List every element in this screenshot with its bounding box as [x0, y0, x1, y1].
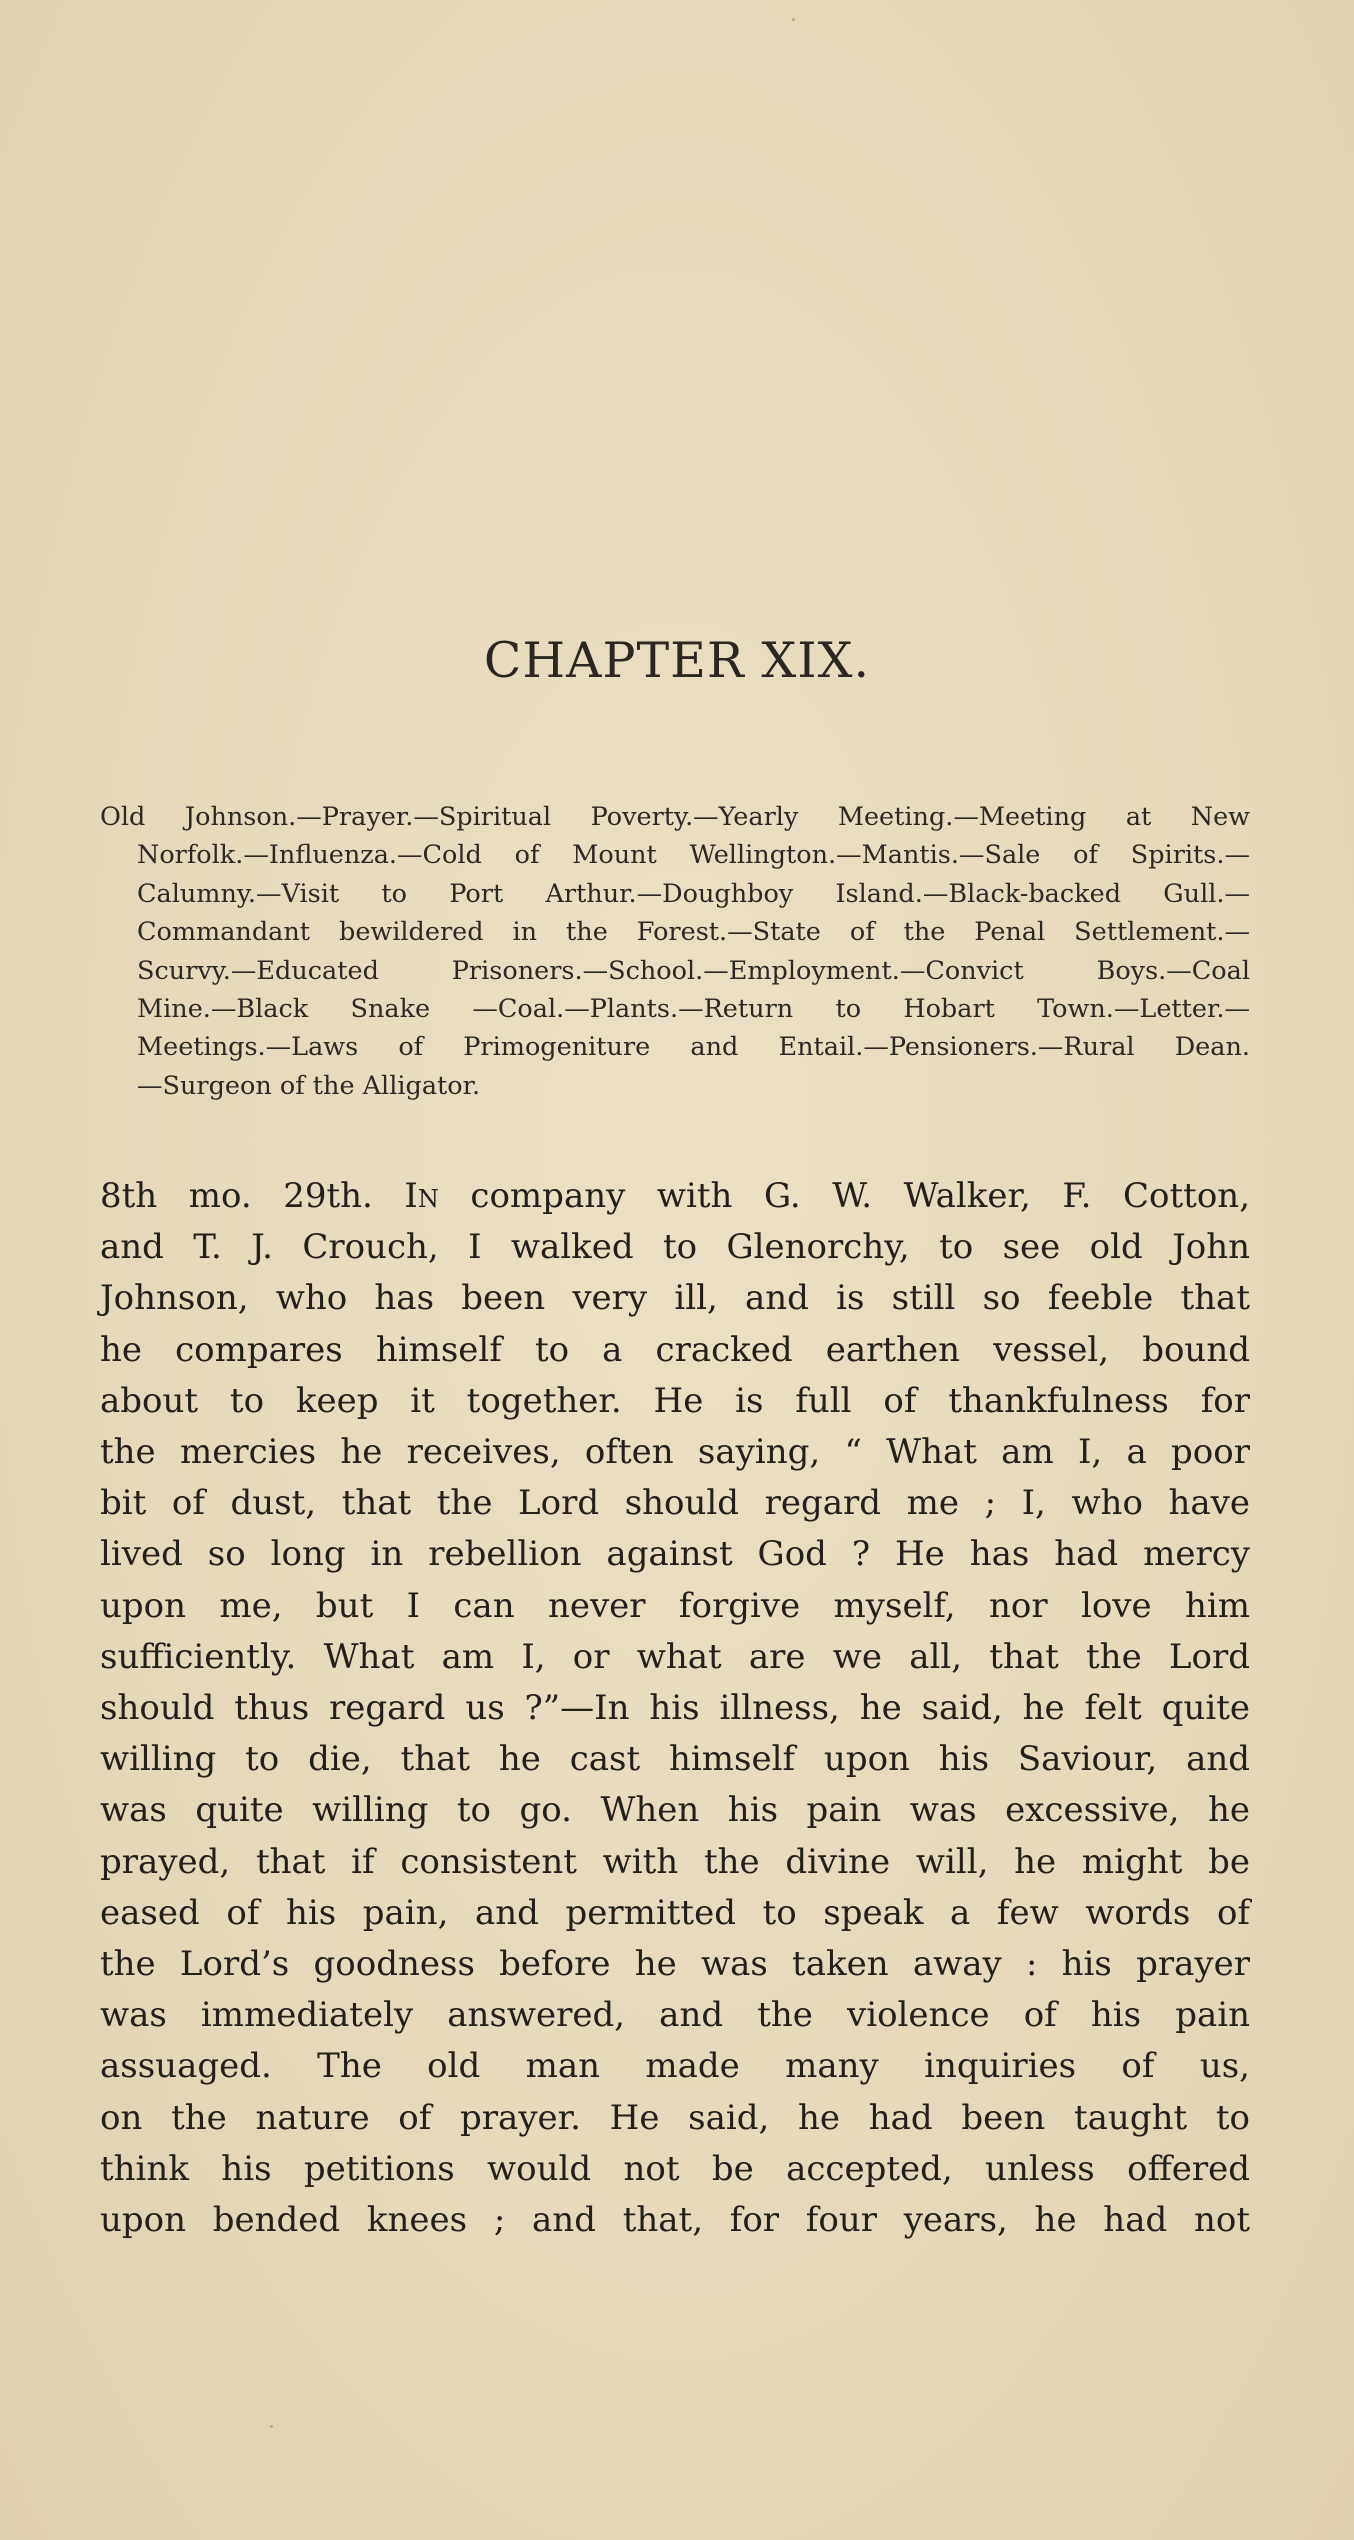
synopsis-line: Scurvy.—Educated Prisoners.—School.—Employment.—Convict Boys.—Coal — [137, 955, 1250, 986]
body-line: was quite willing to go. When his pain was excessive, he — [100, 1790, 1250, 1831]
synopsis-line: Norfolk.—Influenza.—Cold of Mount Wellington.—Mantis.—Sale of Spirits.— — [137, 840, 1250, 871]
chapter-title: CHAPTER XIX. — [483, 632, 871, 689]
body-line: and T. J. Crouch, I walked to Glenorchy, to see old John — [100, 1227, 1250, 1268]
body-first-line — [100, 1171, 1250, 1222]
body-line: assuaged. The old man made many inquiries of us, — [100, 2046, 1250, 2087]
first-line-text: company with G. W. Walker, F. Cotton, — [470, 1176, 1251, 1216]
body-line: lived so long in rebellion against God ? He has had mercy — [100, 1534, 1250, 1575]
body-line: bit of dust, that the Lord should regard me ; I, who have — [100, 1483, 1250, 1524]
body-line: sufficiently. What am I, or what are we all, that the Lord — [100, 1636, 1250, 1677]
body-paragraph — [100, 1171, 1250, 2246]
body-line: think his petitions would not be accepted, unless offered — [100, 2148, 1250, 2189]
synopsis-line: Mine.—Black Snake —Coal.—Plants.—Return to Hobart Town.—Letter.— — [137, 994, 1250, 1025]
body-line: the Lord’s goodness before he was taken away : his prayer — [100, 1944, 1250, 1985]
synopsis-line: Meetings.—Laws of Primogeniture and Entail.—Pensioners.—Rural Dean. — [137, 1032, 1250, 1063]
body-line: Johnson, who has been very ill, and is still so feeble that — [100, 1278, 1250, 1319]
body-line: upon me, but I can never forgive myself, nor love him — [100, 1585, 1250, 1626]
lead-word: In — [404, 1176, 439, 1216]
chapter-synopsis — [100, 798, 1250, 1105]
entry-date: 8th mo. 29th. — [100, 1176, 373, 1216]
body-line: he compares himself to a cracked earthen vessel, bound — [100, 1329, 1250, 1370]
paper-speck — [270, 2425, 273, 2428]
synopsis-line: Old Johnson.—Prayer.—Spiritual Poverty.—Yearly Meeting.—Meeting at New — [100, 802, 1250, 832]
body-line: on the nature of prayer. He said, he had been taught to — [100, 2097, 1250, 2138]
body-line: eased of his pain, and permitted to speak a few words of — [100, 1892, 1250, 1933]
synopsis-line: —Surgeon of the Alligator. — [137, 1070, 481, 1101]
synopsis-line: Calumny.—Visit to Port Arthur.—Doughboy Island.—Black-backed Gull.— — [137, 878, 1250, 909]
body-line: was immediately answered, and the violence of his pain — [100, 1995, 1250, 2036]
synopsis-line: Commandant bewildered in the Forest.—State of the Penal Settlement.— — [137, 917, 1250, 948]
paper-speck — [792, 18, 795, 21]
body-line: willing to die, that he cast himself upon his Saviour, and — [100, 1739, 1250, 1780]
body-line: prayed, that if consistent with the divine will, he might be — [100, 1841, 1250, 1882]
body-line: about to keep it together. He is full of thankfulness for — [100, 1380, 1250, 1421]
body-line: upon bended knees ; and that, for four years, he had not — [100, 2200, 1250, 2241]
body-line: should thus regard us ?”—In his illness, he said, he felt quite — [100, 1688, 1250, 1729]
body-line: the mercies he receives, often saying, “ What am I, a poor — [100, 1432, 1250, 1473]
